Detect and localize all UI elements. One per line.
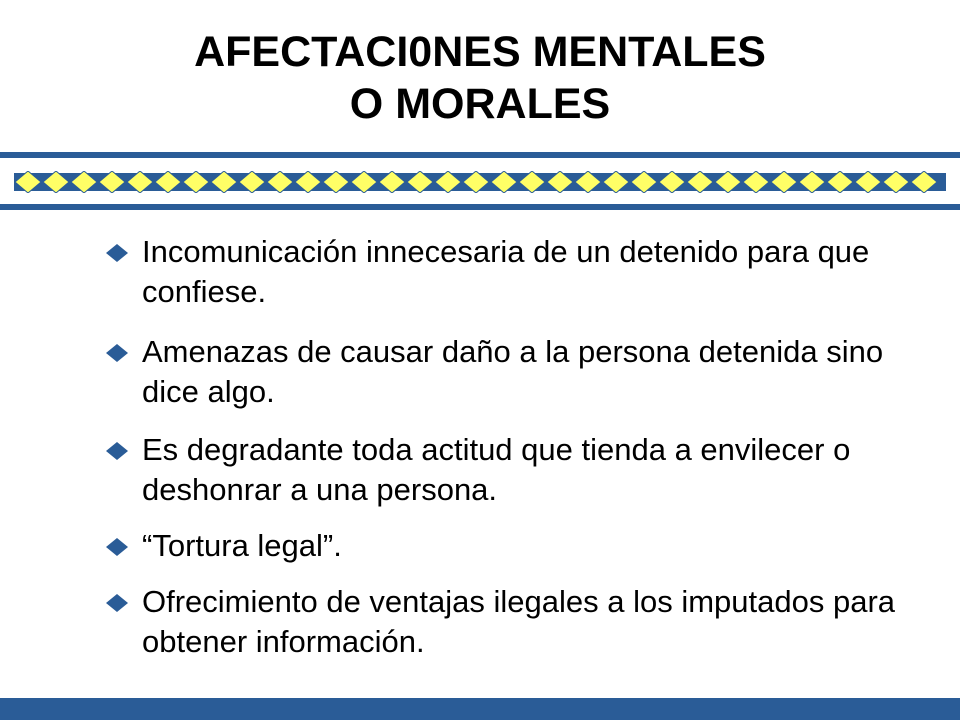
bullet-text-2: Amenazas de causar daño a la persona detenida sino dice algo. bbox=[142, 334, 884, 409]
slide-title bbox=[0, 26, 960, 130]
yellow-diamond-chain-icon bbox=[14, 171, 946, 193]
diamond-bullet-icon bbox=[104, 537, 130, 557]
bullet-item-2 bbox=[104, 332, 924, 412]
bullet-text-5: Ofrecimiento de ventajas ilegales a los imputados para obtener información. bbox=[142, 584, 896, 659]
bullet-text-3: Es degradante toda actitud que tienda a envilecer o deshonrar a una persona. bbox=[142, 432, 851, 507]
bullet-text-1: Incomunicación innecesaria de un detenido para que confiese. bbox=[142, 234, 870, 309]
slide-title-line-2: O MORALES bbox=[349, 80, 611, 128]
bullet-item-3 bbox=[104, 430, 924, 510]
diamond-band bbox=[14, 171, 946, 193]
bullet-list bbox=[104, 232, 924, 662]
bullet-item-1 bbox=[104, 232, 924, 312]
diamond-bullet-icon bbox=[104, 243, 130, 263]
diamond-bullet-icon bbox=[104, 593, 130, 613]
bullet-text-4: “Tortura legal”. bbox=[142, 528, 342, 563]
slide-title-line-1: AFECTACI0NES MENTALES bbox=[194, 28, 766, 76]
footer-bar bbox=[0, 698, 960, 720]
diamond-bullet-icon bbox=[104, 441, 130, 461]
bottom-divider-rule bbox=[0, 204, 960, 210]
bullet-item-4 bbox=[104, 526, 924, 566]
top-divider-rule bbox=[0, 152, 960, 158]
bullet-item-5 bbox=[104, 582, 924, 662]
diamond-bullet-icon bbox=[104, 343, 130, 363]
